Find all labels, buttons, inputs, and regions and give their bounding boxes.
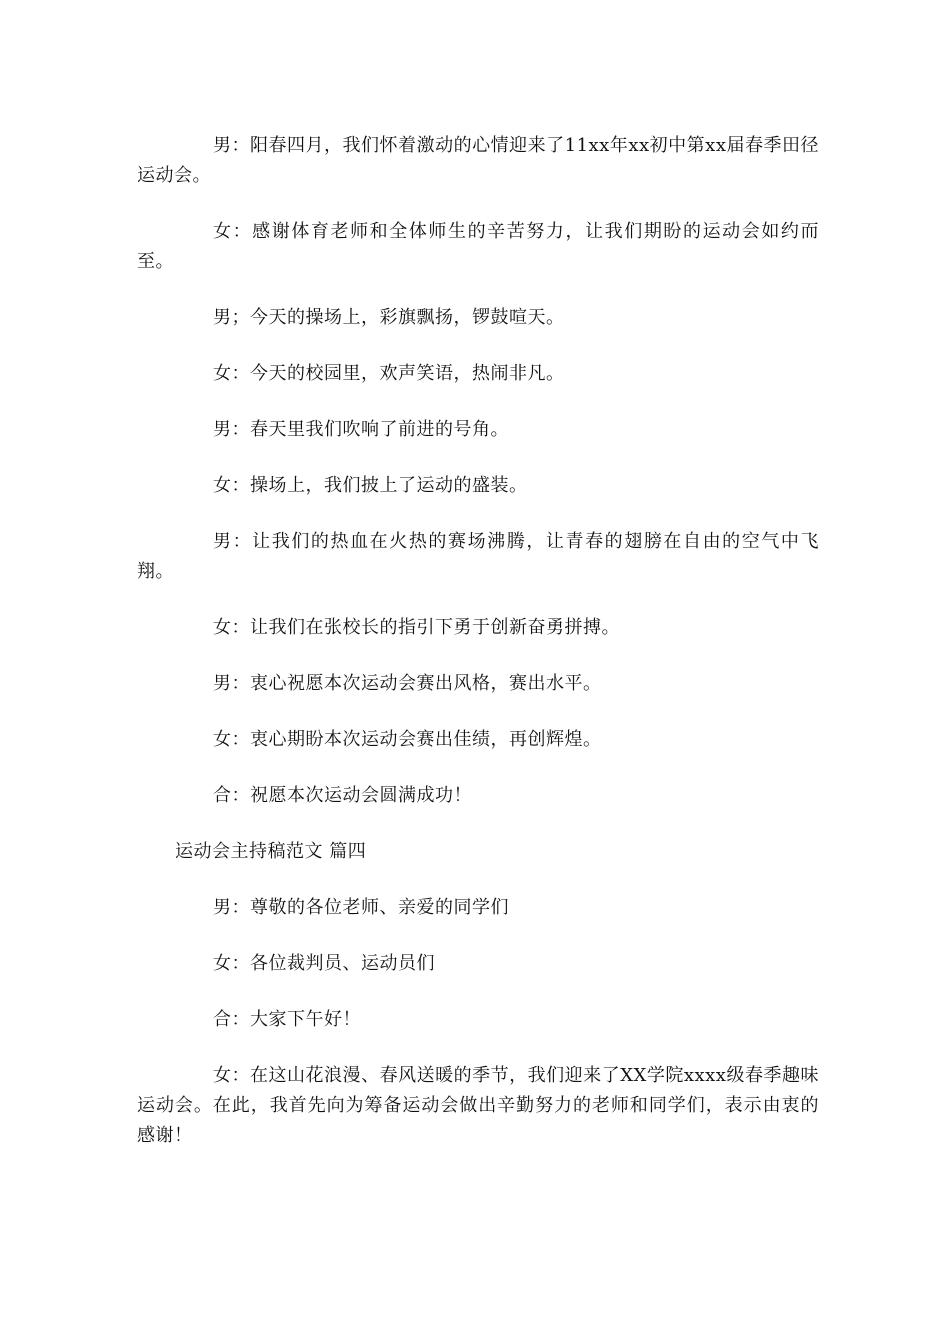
paragraph: 女：今天的校园里，欢声笑语，热闹非凡。 (213, 363, 565, 384)
paragraph: 男：衷心祝愿本次运动会赛出风格，赛出水平。 (213, 673, 602, 694)
paragraph: 女：操场上，我们披上了运动的盛装。 (213, 475, 528, 496)
paragraph: 男：阳春四月，我们怀着激动的心情迎来了11xx年xx初中第xx届春季田径运动会。 (137, 135, 819, 186)
paragraph: 男：尊敬的各位老师、亲爱的同学们 (213, 897, 509, 918)
paragraph: 女：在这山花浪漫、春风送暖的季节，我们迎来了XX学院xxxx级春季趣味运动会。在此，我首先向为筹备运动会做出辛勤努力的老师和同学们，表示由衷的感谢！ (137, 1065, 819, 1146)
paragraph: 男：春天里我们吹响了前进的号角。 (213, 419, 509, 440)
paragraph: 合：祝愿本次运动会圆满成功！ (213, 785, 472, 806)
paragraph: 女：衷心期盼本次运动会赛出佳绩，再创辉煌。 (213, 729, 602, 750)
paragraph: 女：各位裁判员、运动员们 (213, 953, 435, 974)
paragraph: 合：大家下午好！ (213, 1009, 361, 1030)
section-heading: 运动会主持稿范文 篇四 (175, 841, 367, 862)
paragraph: 女：让我们在张校长的指引下勇于创新奋勇拼搏。 (213, 617, 620, 638)
paragraph: 女：感谢体育老师和全体师生的辛苦努力，让我们期盼的运动会如约而至。 (137, 221, 819, 272)
paragraph: 男：让我们的热血在火热的赛场沸腾，让青春的翅膀在自由的空气中飞翔。 (137, 531, 819, 582)
document-body (137, 131, 819, 1177)
paragraph: 男；今天的操场上，彩旗飘扬，锣鼓喧天。 (213, 307, 565, 328)
